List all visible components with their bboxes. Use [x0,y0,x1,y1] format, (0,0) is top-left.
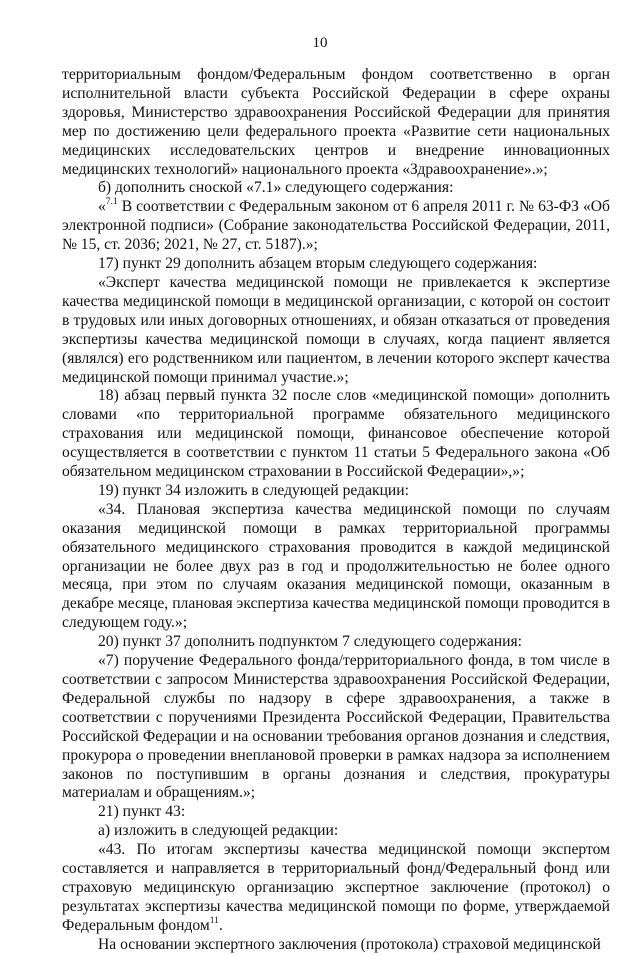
footnote-open-quote: « [98,198,106,216]
paragraph-subitem-b: б) дополнить сноской «7.1» следующего содержания: [98,179,454,197]
paragraph-expert-clause: «Эксперт качества медицинской помощи не привлекается к экспертизе качества медицинской помощи в медицинской организации, с которой он состоит в трудовых или иных договорных отношениях, и обязан отказаться от проведения экспертизы качества медицинской помощи в случаях, когда пациент является (являлся) его родственником или пациентом, в лечении которого эксперт качества медицинской помощи принимал участие.»; [62,273,610,386]
paragraph-item-17: 17) пункт 29 дополнить абзацем вторым следующего содержания: [98,255,538,273]
footnote-marker-7-1: 7.1 [105,197,118,208]
footnote-marker-11: 11 [209,915,219,926]
document-body [62,66,610,955]
clause-43-end: . [218,916,223,934]
paragraph-subclause-7: «7) поручение Федерального фонда/территориального фонда, в том числе в соответствии с запросом Министерства здравоохранения Российской Федерации, Федеральной службы по надзору в сфере здравоохранения, а также в соответствии с поручениями Президента Российской Федерации, Правительства Российской Федерации и на основании требования органов дознания и следствия, прокурора о проведении внеплановой проверки в рамках надзора за исполнением законов по поступившим в органы дознания и следствия, прокуратуры материалам и обращениям.»; [62,652,610,802]
paragraph-item-18: 18) абзац первый пункта 32 после слов «медицинской помощи» дополнить словами «по территориальной программе обязательного медицинского страхования или медицинской помощи, финансовое обеспечение которой осуществляется в соответствии с пунктом 11 статьи 5 Федерального закона «Об обязательном медицинском страховании в Российской Федерации»,»; [62,387,610,481]
clause-43-text: «43. По итогам экспертизы качества медицинской помощи экспертом составляется и направляется в территориальный фонд/Федеральный фонд или страховую медицинскую организацию экспертное заключение (протокол) о результатах экспертизы качества медицинской помощи по форме, утверждаемой Федеральным фондом [62,841,610,934]
footnote-text: В соответствии с Федеральным законом от 6 апреля 2011 г. № 63-ФЗ «Об электронной подписи» (Собрание законодательства Российской Федерации, 2011, № 15, ст. 2036; 2021, № 27, ст. 5187).»; [62,198,610,254]
paragraph-footnote-7-1 [62,198,610,255]
paragraph-item-19: 19) пункт 34 изложить в следующей редакции: [98,481,409,499]
paragraph-subitem-a: а) изложить в следующей редакции: [98,822,339,840]
page-number: 10 [312,35,328,51]
paragraph-continuation: территориальным фондом/Федеральным фондом соответственно в орган исполнительной власти субъекта Российской Федерации в сфере охраны здоровья, Министерство здравоохранения Российской Федерации для принятия мер по достижению цели федерального проекта «Развитие сети национальных медицинских исследовательских центров и внедрение инновационных медицинских технологий» национального проекта «Здравоохранение».»; [62,66,610,178]
paragraph-basis: На основании экспертного заключения (протокола) страховой медицинской [98,935,601,953]
paragraph-clause-43 [62,841,610,936]
paragraph-clause-34: «34. Плановая экспертиза качества медицинской помощи по случаям оказания медицинской помощи в рамках территориальной программы обязательного медицинского страхования проводится в каждой медицинской организации не более двух раз в год и продолжительностью не более одного месяца, при этом по случаям оказания медицинской помощи, оказанным в декабре месяце, плановая экспертиза качества медицинской помощи проводится в следующем году.»; [62,500,610,632]
paragraph-item-21: 21) пункт 43: [98,803,186,821]
paragraph-item-20: 20) пункт 37 дополнить подпунктом 7 следующего содержания: [98,633,523,651]
